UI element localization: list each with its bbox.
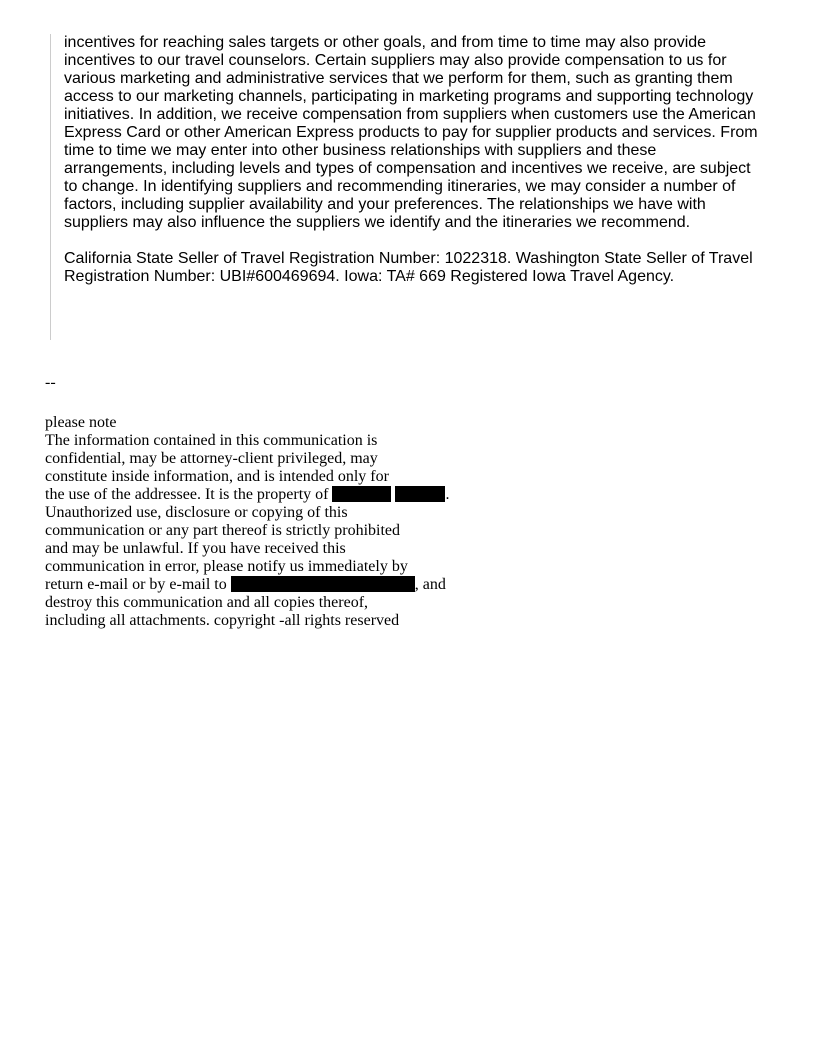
email-signature (45, 374, 449, 630)
text-segment: the use of the addressee. It is the property of (45, 486, 329, 503)
redacted-email-link[interactable] (231, 576, 415, 592)
text-line: arrangements, including levels and types of compensation and incentives we receive, are subject (64, 160, 751, 177)
text-line: destroy this communication and all copies thereof, (45, 594, 369, 611)
supplier-compensation-paragraph (64, 34, 758, 232)
text-line: communication or any part thereof is strictly prohibited (45, 522, 401, 539)
text-line (45, 486, 449, 504)
text-segment: , and (414, 576, 446, 593)
text-line: suppliers may also influence the suppliers we identify and the itineraries we recommend. (64, 214, 691, 231)
redaction-box (395, 486, 445, 502)
text-line: and may be unlawful. If you have received this (45, 540, 346, 557)
text-line: various marketing and administrative services that we perform for them, such as granting them (64, 70, 733, 87)
text-line: confidential, may be attorney-client privileged, may (45, 450, 378, 467)
text-line: to change. In identifying suppliers and recommending itineraries, we may consider a number of (64, 178, 736, 195)
text-segment: return e-mail or by e-mail to (45, 576, 227, 593)
registration-paragraph (64, 250, 758, 286)
quoted-message (50, 34, 758, 340)
text-line: incentives to our travel counselors. Certain suppliers may also provide compensation to us for (64, 52, 727, 69)
text-line: time to time we may enter into other business relationships with suppliers and these (64, 142, 657, 159)
signature-separator: -- (45, 374, 56, 391)
text-line: Express Card or other American Express products to pay for supplier products and services. From (64, 124, 758, 141)
redaction-box (332, 486, 391, 502)
text-line: Registration Number: UBI#600469694. Iowa: TA# 669 Registered Iowa Travel Agency. (64, 268, 675, 285)
signature-heading: please note (45, 414, 117, 431)
text-line: access to our marketing channels, participating in marketing programs and supporting technology (64, 88, 754, 105)
blank-line (45, 392, 449, 410)
text-line: incentives for reaching sales targets or other goals, and from time to time may also provide (64, 34, 707, 51)
text-line: Unauthorized use, disclosure or copying of this (45, 504, 348, 521)
text-line: communication in error, please notify us immediately by (45, 558, 408, 575)
text-line (45, 576, 449, 594)
text-line: The information contained in this communication is (45, 432, 378, 449)
text-segment: . (445, 486, 450, 503)
text-line: California State Seller of Travel Registration Number: 1022318. Washington State Seller of Travel (64, 250, 753, 267)
text-line: initiatives. In addition, we receive compensation from suppliers when customers use the American (64, 106, 756, 123)
text-line: constitute inside information, and is intended only for (45, 468, 389, 485)
text-line: factors, including supplier availability and your preferences. The relationships we have with (64, 196, 706, 213)
text-line: including all attachments. copyright -all rights reserved (45, 612, 400, 629)
